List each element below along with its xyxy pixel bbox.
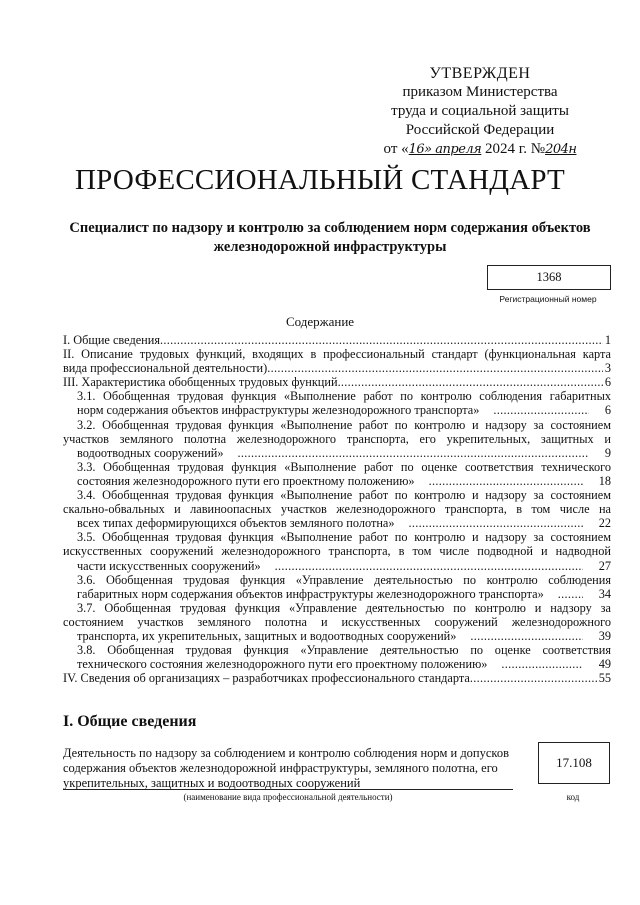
toc-entry — [63, 643, 611, 671]
toc-entry-last-line: части искусственных сооружений» — [77, 558, 261, 573]
toc-page-number: 18 — [598, 473, 611, 488]
toc-entry-last-line: I. Общие сведения — [63, 333, 160, 347]
approval-date-line — [360, 140, 600, 159]
document-title: ПРОФЕССИОНАЛЬНЫЙ СТАНДАРТ — [75, 164, 565, 196]
toc-leader-dots — [338, 375, 603, 389]
toc-leader-dots — [261, 559, 583, 573]
toc-leader-dots — [544, 587, 583, 601]
toc-entry-text: 3.2. Обобщенная трудовая функция «Выполнение работ по контролю и надзору за состоянием участков земляного полотна железнодорожного транспорта, его укрепительных, защитных и — [63, 417, 611, 446]
handwritten-order-number: 204н — [545, 142, 577, 157]
toc-page-number: 49 — [598, 657, 611, 672]
toc-entry — [63, 530, 611, 572]
handwritten-date: 16» апреля — [408, 142, 482, 157]
toc-title: Содержание — [285, 314, 355, 329]
registration-number-caption: Регистрационный номер — [499, 294, 597, 304]
toc-entry-last-line: транспорта, их укрепительных, защитных и водоотводных сооружений» — [77, 628, 457, 643]
toc-entry-last-line: IV. Сведения об организациях – разработчиках профессионального стандарта — [63, 671, 470, 686]
toc-leader-dots — [479, 403, 588, 417]
toc-page-number: 9 — [604, 445, 611, 460]
approval-block — [360, 64, 600, 159]
toc-entry — [63, 460, 611, 488]
activity-underline — [63, 789, 513, 790]
document-subtitle: Специалист по надзору и контролю за соблюдением норм содержания объектов железнодорожной инфраструктуры — [69, 220, 591, 255]
toc-entry — [63, 333, 611, 347]
toc-page-number: 27 — [598, 558, 611, 573]
toc-entry-text: 3.8. Обобщенная трудовая функция «Управление деятельностью по оценке соответствия — [77, 643, 611, 658]
toc-leader-dots — [395, 516, 583, 530]
toc-entry-last-line: вида профессиональной деятельности) — [63, 361, 268, 376]
approval-heading: УТВЕРЖДЕН — [429, 65, 531, 82]
toc-entry — [63, 375, 611, 389]
toc-entry — [63, 671, 611, 685]
toc-entry-text: 3.4. Обобщенная трудовая функция «Выполнение работ по контролю и надзору за состоянием скально-обвальных и лавиноопасных участков железнодорожного транспорта, в том числе на — [63, 488, 611, 517]
toc-leader-dots — [160, 333, 603, 347]
toc-entry-last-line: норм содержания объектов инфраструктуры железнодорожного транспорта» — [77, 403, 480, 418]
toc-entry — [63, 389, 611, 417]
date-prefix: от « — [383, 141, 409, 157]
toc-entry-last-line: технического состояния железнодорожного пути его проектному положению» — [77, 657, 488, 672]
toc-page-number: 39 — [598, 628, 611, 643]
toc-entry — [63, 347, 611, 375]
toc-leader-dots — [267, 361, 603, 375]
toc-entry-last-line: водоотводных сооружений» — [77, 445, 224, 460]
toc-page-number: 3 — [604, 361, 611, 376]
activity-code-box: 17.108 — [538, 742, 610, 784]
toc-entry — [63, 601, 611, 643]
toc-entry-text: 3.7. Обобщенная трудовая функция «Управление деятельностью по контролю и надзору за состоянием участков земляного полотна и искусственных сооружений железнодорожного — [63, 600, 611, 629]
activity-caption: (наименование вида профессиональной деятельности) — [183, 792, 393, 802]
toc-leader-dots — [456, 629, 582, 643]
toc-entry-last-line: всех типах деформирующихся объектов земляного полотна» — [77, 516, 395, 531]
toc-page-number: 1 — [604, 333, 611, 347]
registration-number-box: 1368 — [487, 265, 611, 290]
toc-entry-last-line: III. Характеристика обобщенных трудовых функций — [63, 375, 338, 390]
toc-entry-text: 3.1. Обобщенная трудовая функция «Выполнение работ по контролю соблюдения габаритных — [77, 389, 611, 404]
toc-entry-last-line: состояния железнодорожного пути его проектному положению» — [77, 473, 415, 488]
toc-leader-dots — [487, 657, 582, 671]
date-year: 2024 г. № — [485, 141, 546, 157]
toc-entry-text: 3.3. Обобщенная трудовая функция «Выполнение работ по оценке соответствия технического — [77, 459, 611, 474]
activity-name: Деятельность по надзору за соблюдением и контролю соблюдения норм и допусков содержания объектов железнодорожной инфраструктуры, земляного полотна, его укрепительных, защитных и водоотводных сооружений — [63, 746, 510, 790]
toc-leader-dots — [470, 671, 597, 685]
approval-line-3: Российской Федерации — [405, 122, 555, 138]
activity-code-caption: код — [566, 792, 580, 802]
toc-entry — [63, 488, 611, 530]
toc-leader-dots — [415, 474, 583, 488]
toc-entry-text: 3.5. Обобщенная трудовая функция «Выполнение работ по контролю и надзору за состоянием искусственных сооружений железнодорожного транспорта, в том числе подводной и надводной — [63, 530, 611, 559]
approval-line-2: труда и социальной защиты — [391, 103, 569, 119]
toc-page-number: 6 — [604, 403, 611, 418]
approval-line-1: приказом Министерства — [402, 84, 558, 100]
toc-entry — [63, 573, 611, 601]
section-title: I. Общие сведения — [63, 713, 197, 730]
toc-entry-text: II. Описание трудовых функций, входящих в профессиональный стандарт (функциональная карта — [63, 347, 611, 362]
toc-page-number: 6 — [604, 375, 611, 390]
toc-entry-last-line: габаритных норм содержания объектов инфраструктуры железнодорожного транспорта» — [77, 586, 544, 601]
toc-entry-text: 3.6. Обобщенная трудовая функция «Управление деятельностью по контролю соблюдения — [77, 572, 611, 587]
toc-page-number: 55 — [598, 671, 611, 686]
toc-entry — [63, 418, 611, 460]
toc-leader-dots — [224, 446, 589, 460]
table-of-contents — [63, 333, 611, 685]
toc-page-number: 22 — [598, 516, 611, 531]
toc-page-number: 34 — [598, 586, 611, 601]
